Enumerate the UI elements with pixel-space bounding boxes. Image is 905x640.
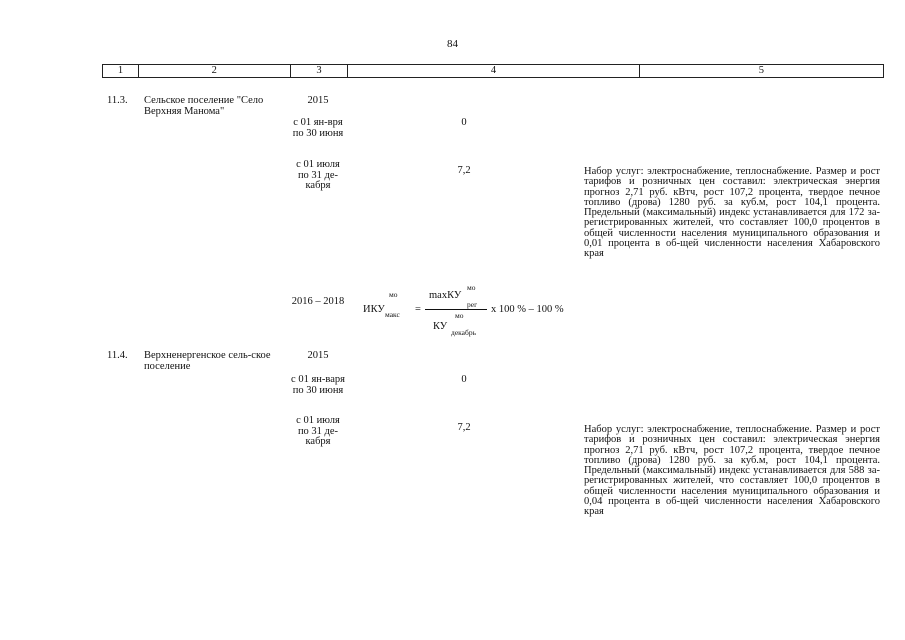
- year-label: 2015: [307, 95, 329, 106]
- col-number-3: 3: [291, 65, 349, 77]
- formula-numerator: maxКУ: [429, 290, 462, 301]
- index-value: 7,2: [457, 165, 471, 176]
- formula-lhs-sub: макс: [385, 310, 400, 319]
- settlement-name: Сельское поселение "Село Верхняя Манома": [144, 95, 264, 117]
- index-value: 7,2: [457, 422, 471, 433]
- service-description: Набор услуг: электроснабжение, теплоснабжение. Размер и рост тарифов и розничных цен составил: электрическая энергия прогноз 2,71 руб. кВтч, рост 107,2 процента, твердое печное топливо (дрова) 1280 руб. за куб.м, рост 104,1 процента. Предельный (максимальный) индекс устанавливается для 172 за-регистрированных жителей, что составляет 100,0 процентов в общей численности населения муниципального образования и 0,01 процента в об-щей численности населения Хабаровского края: [584, 166, 880, 260]
- row-number: 11.3.: [107, 95, 128, 106]
- formula-num-sub: рег: [467, 300, 478, 309]
- col-number-5: 5: [758, 65, 764, 76]
- service-description: Набор услуг: электроснабжение, теплоснабжение. Размер и рост тарифов и розничных цен составил: электрическая энергия прогноз 2,71 руб. кВтч, рост 107,2 процента, твердое печное топливо (дрова) 1280 руб. за куб.м, рост 104,1 процента. Предельный (максимальный) индекс устанавливается для 588 за-регистрированных жителей, что составляет 100,0 процентов в общей численности населения муниципального образования и 0,04 процента в об-щей численности населения Хабаровского края: [584, 424, 880, 518]
- formula-lhs-sup: мо: [389, 290, 398, 299]
- formula-den-sup: мо: [455, 311, 464, 320]
- period-second-half: с 01 июля по 31 де-кабря: [296, 415, 340, 447]
- col-number-4: 4: [348, 65, 639, 77]
- settlement-name: Верхненергенское сель-ское поселение: [144, 350, 271, 372]
- col-number-2: 2: [139, 65, 291, 77]
- period-second-half: с 01 июля по 31 де-кабря: [296, 159, 340, 191]
- formula-equals: =: [415, 304, 421, 315]
- years-range: 2016 – 2018: [291, 296, 345, 307]
- column-numbers-row: [102, 64, 884, 78]
- year-label: 2015: [307, 350, 329, 361]
- formula-tail: x 100 % – 100 %: [491, 304, 564, 315]
- max-index-formula: [363, 284, 593, 340]
- period-first-half: с 01 ян-вря по 30 июня: [292, 117, 344, 139]
- period-first-half: с 01 ян-варя по 30 июня: [291, 374, 345, 396]
- row-number: 11.4.: [107, 350, 128, 361]
- index-value: 0: [461, 117, 467, 128]
- page-number: 84: [447, 38, 458, 50]
- formula-lhs: ИКУ: [363, 304, 385, 315]
- col-number-1: 1: [103, 65, 139, 77]
- fraction-bar: [425, 309, 487, 310]
- formula-num-sup: мо: [467, 283, 476, 292]
- index-value: 0: [461, 374, 467, 385]
- formula-denominator: КУ: [433, 321, 448, 332]
- formula-den-sub: декабрь: [451, 328, 476, 337]
